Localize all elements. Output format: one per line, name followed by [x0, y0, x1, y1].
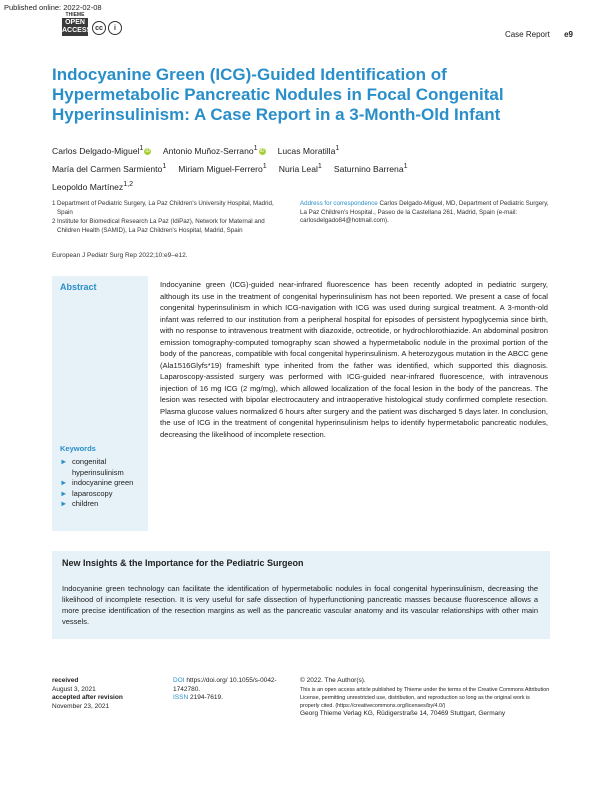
keyword-bullet-icon: ►	[60, 457, 68, 466]
oa-logo-main	[62, 18, 92, 36]
cc-license-icons	[92, 21, 122, 35]
affiliation-num: 1	[52, 200, 56, 207]
affiliations	[52, 200, 282, 236]
published-date: Published online: 2022-02-08	[4, 3, 102, 12]
keyword-text: congenital hyperinsulinism	[72, 457, 124, 477]
correspondence-name: Carlos Delgado-Miguel, MD,	[379, 200, 458, 207]
author-name: Carlos Delgado-Miguel	[52, 145, 140, 156]
orcid-icon[interactable]: iD	[259, 148, 265, 155]
author-sup: 1	[139, 144, 144, 152]
license-text: This is an open access article published by Thieme under the terms of the Creative Commons Attribution License, permitting unrestricted use, distribution, and reproduction so long as the original work is properly cited. (https://creativecommons.org/licenses/by/4.0/)	[300, 686, 550, 709]
thieme-open-access-logo	[62, 12, 92, 40]
creative-commons-icon: cc	[92, 21, 106, 35]
orcid-icon[interactable]: iD	[145, 148, 151, 155]
author-name: Antonio Muñoz-Serrano	[162, 145, 254, 156]
author-sup: 1	[253, 144, 258, 152]
attribution-icon: i	[108, 21, 122, 35]
keyword-bullet-icon: ►	[60, 499, 68, 508]
affiliation-text: Institute for Biomedical Research La Paz (IdiPaz), Network for Maternal and Children Health (SAMID), La Paz Children's Hospital, Madrid, Spain	[57, 218, 265, 234]
footer-dates	[52, 677, 162, 711]
accepted-date: November 23, 2021	[52, 702, 110, 710]
affiliation-2	[52, 218, 282, 235]
doi-label: DOI	[173, 677, 185, 684]
journal-citation: European J Pediatr Surg Rep 2022;10:e9–e12.	[52, 252, 188, 259]
issn-label: ISSN	[173, 694, 189, 702]
accepted-label: accepted after revision	[52, 694, 123, 702]
author-sup: 1	[262, 161, 267, 170]
correspondence-email[interactable]: (e-mail: carlosdelgado84@hotmail.com).	[300, 208, 518, 224]
author-name: Lucas Moratilla	[277, 145, 336, 156]
correspondence-label: Address for correspondence	[300, 200, 378, 207]
correspondence	[300, 200, 555, 226]
author-list	[52, 141, 512, 195]
author-line-3	[52, 177, 512, 195]
issn-value: 2194-7619.	[189, 694, 223, 702]
keyword-item	[60, 457, 148, 478]
footer-identifiers	[173, 677, 283, 703]
author-sup: 1	[162, 161, 167, 170]
copyright: © 2022. The Author(s).	[300, 677, 366, 684]
keyword-item	[60, 499, 148, 510]
received-label: received	[52, 677, 79, 684]
keyword-text: laparoscopy	[72, 488, 113, 498]
oa-logo-main-1: OPEN	[65, 19, 85, 26]
author-line-2	[52, 159, 512, 177]
author-name: Miriam Miguel-Ferrero	[178, 163, 263, 174]
keyword-bullet-icon: ►	[60, 488, 68, 498]
insights-heading: New Insights & the Importance for the Pediatric Surgeon	[62, 558, 304, 568]
author-sup: 1	[317, 161, 322, 170]
page-number: e9	[564, 30, 573, 39]
author-sup: 1	[335, 144, 340, 152]
oa-logo-top: THIEME	[65, 12, 85, 18]
author-name: Saturnino Barrena	[333, 163, 404, 174]
doi-link[interactable]: https://doi.org/ 10.1055/s-0042-1742780.	[173, 677, 277, 693]
received-date: August 3, 2021	[52, 685, 96, 693]
affiliation-text: Department of Pediatric Surgery, La Paz Children's University Hospital, Madrid, Spain	[57, 200, 274, 216]
abstract-text: Indocyanine green (ICG)-guided near-infrared fluorescence has been recently adopted in pediatric surgery, although its use in the treatment of congenital hyperinsulinism has not been reported. We present a case of focal congenital hyperinsulinism in which ICG-navigation with ICG was used during surgical treatment. A 3-month-old infant was referred to our institution from a peripheral hospital for episodes of persistent hypoglycemia since birth, with no response to intravenous treatment with diazoxide, octreotide, or hydrochlorothiazide. An abdominal positron emission tomography-computed tomography scan showed a hypermetabolic nodule in the proximal portion of the body of the pancreas, compatible with focal congenital hyperinsulinism. A heterozygous mutation in the ABCC gene (Ala1516Glyfs*19) frameshift type inherited from the father was identified, which supported this diagnosis. Laparoscopy-assisted surgery was performed with ICG-guided near-infrared fluorescence, with intravenous injection of 16 mg ICG (2 mg/mg), which allowed localization of the focal lesion in the body of the pancreas. The lesion was resected with bipolar electrocautery and intraoperative histological study confirmed complete resection. Plasma glucose values normalized 6 hours after surgery and the patient was discharged 5 days later. In conclusion, the use of ICG in the treatment of congenital hyperinsulinism helps to identify hypermetabolic pancreatic nodules, decreasing the likelihood of incomplete resection.	[160, 280, 548, 439]
publisher-address: Georg Thieme Verlag KG, Rüdigerstraße 14, 70469 Stuttgart, Germany	[300, 710, 506, 718]
author-sup: 1,2	[123, 179, 134, 188]
author-name: María del Carmen Sarmiento	[52, 163, 163, 174]
abstract-heading: Abstract	[60, 282, 97, 292]
keyword-item	[60, 478, 148, 489]
author-line-1	[52, 141, 512, 159]
oa-logo-main-2: ACCESS	[62, 27, 92, 34]
keywords-list	[60, 457, 148, 510]
affiliation-1	[52, 200, 282, 217]
doi-row	[173, 677, 283, 694]
insights-text: Indocyanine green technology can facilitate the identification of hypermetabolic nodules in focal congenital hyperinsulinism, decreasing the likelihood of incomplete resection. It is very useful for safe dissection of hyperfunctioning pancreatic masses because fluorescence allows a more precise identification of the resection margins as well as the pancreatic vascular anatomy and its vascular relationships with other main vessels.	[62, 584, 538, 626]
keyword-text: children	[72, 499, 99, 508]
author-sup: 1	[403, 161, 408, 170]
keywords-heading: Keywords	[60, 444, 96, 453]
keyword-item	[60, 489, 148, 500]
keyword-bullet-icon: ►	[60, 478, 68, 487]
article-title: Indocyanine Green (ICG)-Guided Identification of Hypermetabolic Pancreatic Nodules in Focal Congenital Hyperinsulinism: A Case Report in a 3-Month-Old Infant	[52, 65, 504, 124]
issn-row	[173, 694, 283, 703]
section-label: Case Report	[504, 30, 550, 39]
author-name: Nuria Leal	[278, 163, 318, 174]
correspondence-address: Department of Pediatric Surgery, La Paz Children's Hospital., Paseo de la Castellana 261, Madrid, Spain	[300, 200, 549, 216]
author-name: Leopoldo Martínez	[52, 181, 124, 192]
keyword-text: indocyanine green	[72, 478, 134, 487]
footer-license	[300, 677, 550, 719]
affiliation-num: 2	[52, 218, 56, 225]
running-header	[505, 30, 573, 39]
